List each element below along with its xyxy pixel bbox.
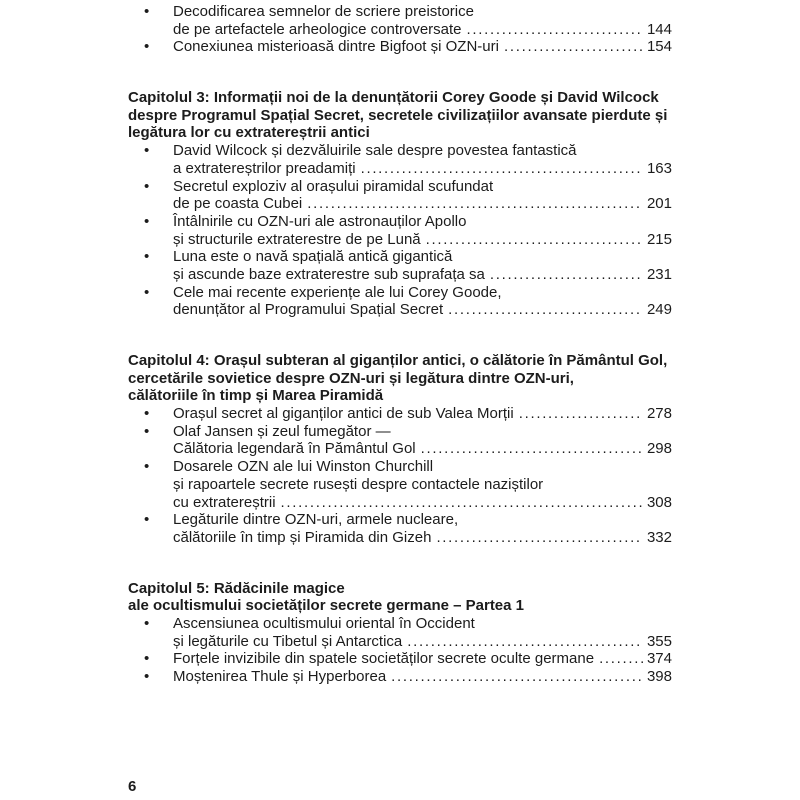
entry-line	[173, 21, 672, 39]
bullet-icon	[144, 142, 149, 160]
entry-text: călătoriile în timp și Piramida din Gizeh	[173, 528, 432, 546]
entry-page-ref: 201	[646, 195, 672, 213]
bullet-icon	[144, 178, 149, 196]
entry-text: și structurile extraterestre de pe Lună	[173, 230, 421, 248]
bullet-icon	[144, 423, 149, 441]
entry-text: Orașul secret al giganților antici de sub Valea Morții	[173, 405, 514, 423]
dot-leader	[307, 195, 643, 213]
entry-page-ref: 154	[646, 38, 672, 56]
entry-text: Dosarele OZN ale lui Winston Churchill	[173, 458, 434, 476]
entry-line	[173, 178, 672, 196]
bullet-icon	[144, 615, 149, 633]
bullet-icon	[144, 458, 149, 476]
dot-leader	[448, 301, 643, 319]
chapter-heading-line: călătoriile în timp și Marea Piramidă	[128, 387, 384, 405]
entry-line	[173, 160, 672, 178]
bullet-icon	[144, 511, 149, 529]
dot-leader	[391, 668, 643, 686]
toc-entry	[128, 3, 672, 38]
entry-page-ref: 332	[646, 528, 672, 546]
toc-entry	[128, 142, 672, 177]
entry-text: de pe coasta Cubei	[173, 195, 303, 213]
entry-line	[173, 529, 672, 547]
entry-line	[173, 458, 672, 476]
entry-line	[173, 284, 672, 302]
toc-entry	[128, 248, 672, 283]
dot-leader	[421, 440, 643, 458]
entry-page-ref: 308	[646, 493, 672, 511]
bullet-icon	[144, 668, 149, 686]
entry-text: Forțele invizibile din spatele societăților secrete oculte germane	[173, 650, 595, 668]
entry-line	[173, 38, 672, 56]
entry-line	[173, 440, 672, 458]
chapter-heading-line: legătura lor cu extratereștrii antici	[128, 124, 370, 142]
dot-leader	[490, 266, 643, 284]
entry-line	[173, 301, 672, 319]
entry-line	[173, 494, 672, 512]
entry-line	[173, 511, 672, 529]
dot-leader	[436, 529, 643, 547]
entry-text: Olaf Jansen și zeul fumegător —	[173, 422, 391, 440]
dot-leader	[467, 21, 643, 39]
entry-text: Decodificarea semnelor de scriere preistorice	[173, 3, 474, 20]
entry-text: și legăturile cu Tibetul și Antarctica	[173, 632, 403, 650]
entry-text: Luna este o navă spațială antică gigantică	[173, 248, 453, 266]
entry-page-ref: 163	[646, 159, 672, 177]
entry-text: a extratereștrilor preadamiți	[173, 159, 356, 177]
entry-line	[173, 266, 672, 284]
chapter-heading	[128, 89, 672, 142]
chapter-4	[128, 352, 672, 547]
toc-entry	[128, 213, 672, 248]
entry-text: Cele mai recente experiențe ale lui Corey Goode,	[173, 283, 502, 301]
chapter-heading-line: Capitolul 4: Orașul subteran al giganților antici, o călătorie în Pământul Gol,	[128, 352, 668, 369]
dot-leader	[504, 38, 643, 56]
entry-page-ref: 374	[646, 650, 672, 668]
entry-page-ref: 278	[646, 405, 672, 423]
dot-leader	[281, 494, 643, 512]
entry-line	[173, 650, 672, 668]
entry-page-ref: 398	[646, 668, 672, 685]
entry-line	[173, 142, 672, 160]
entry-line	[173, 231, 672, 249]
entry-text: Secretul exploziv al orașului piramidal scufundat	[173, 177, 494, 195]
entry-line	[173, 633, 672, 651]
entry-text: de pe artefactele arheologice controversate	[173, 20, 462, 38]
toc-entry	[128, 178, 672, 213]
bullet-icon	[144, 650, 149, 668]
entry-text: Ascensiunea ocultismului oriental în Occident	[173, 614, 475, 632]
entry-line	[173, 213, 672, 231]
bullet-icon	[144, 405, 149, 423]
toc-entry	[128, 405, 672, 423]
entry-line	[173, 3, 672, 21]
toc-entry	[128, 650, 672, 668]
entry-page-ref: 355	[646, 632, 672, 650]
toc-entry	[128, 668, 672, 686]
dot-leader	[426, 231, 643, 249]
entry-text: și rapoartele secrete rusești despre contactele naziștilor	[173, 475, 544, 493]
dot-leader	[599, 650, 643, 668]
entry-text: Călătoria legendară în Pământul Gol	[173, 440, 416, 458]
chapter-5	[128, 580, 672, 686]
dot-leader	[407, 633, 643, 651]
entry-page-ref: 298	[646, 440, 672, 458]
chapter-heading-line: ale ocultismului societăților secrete germane – Partea 1	[128, 597, 525, 615]
chapter-3	[128, 89, 672, 319]
chapter-heading-line: cercetările sovietice despre OZN-uri și legătura dintre OZN-uri,	[128, 369, 574, 387]
toc-entry	[128, 38, 672, 56]
chapter-heading	[128, 352, 672, 405]
entry-line	[173, 668, 672, 686]
entry-text: denunțător al Programului Spațial Secret	[173, 301, 444, 319]
entry-text: și ascunde baze extraterestre sub suprafața sa	[173, 265, 485, 283]
chapter-heading-line: despre Programul Spațial Secret, secretele civilizațiilor avansate pierdute și	[128, 106, 668, 124]
entry-text: Conexiunea misterioasă dintre Bigfoot și OZN-uri	[173, 38, 499, 56]
entry-line	[173, 476, 672, 494]
entry-page-ref: 249	[646, 301, 672, 319]
toc-entry	[128, 615, 672, 650]
toc-entry	[128, 458, 672, 511]
dot-leader	[519, 405, 643, 423]
entry-text: cu extratereștrii	[173, 493, 276, 511]
bullet-icon	[144, 248, 149, 266]
bullet-icon	[144, 3, 149, 21]
chapter-heading	[128, 580, 672, 615]
entry-line	[173, 248, 672, 266]
chapter-2-continued	[128, 3, 672, 56]
bullet-icon	[144, 213, 149, 231]
table-of-contents	[128, 3, 672, 686]
toc-entry	[128, 423, 672, 458]
entry-page-ref: 215	[646, 230, 672, 248]
dot-leader	[361, 160, 643, 178]
entry-line	[173, 423, 672, 441]
toc-entry	[128, 511, 672, 546]
entry-page-ref: 231	[646, 265, 672, 283]
chapter-heading-line: Capitolul 5: Rădăcinile magice	[128, 579, 345, 597]
entry-text: Moștenirea Thule și Hyperborea	[173, 668, 387, 685]
toc-entry	[128, 284, 672, 319]
entry-line	[173, 615, 672, 633]
entry-text: Întâlnirile cu OZN-uri ale astronauților Apollo	[173, 212, 467, 230]
entry-text: David Wilcock și dezvăluirile sale despre povestea fantastică	[173, 142, 577, 160]
entry-text: Legăturile dintre OZN-uri, armele nucleare,	[173, 511, 459, 529]
page-number: 6	[128, 778, 137, 795]
entry-line	[173, 195, 672, 213]
bullet-icon	[144, 284, 149, 302]
entry-line	[173, 405, 672, 423]
bullet-icon	[144, 38, 149, 56]
entry-page-ref: 144	[646, 20, 672, 38]
chapter-heading-line: Capitolul 3: Informații noi de la denunțătorii Corey Goode și David Wilcock	[128, 89, 659, 107]
